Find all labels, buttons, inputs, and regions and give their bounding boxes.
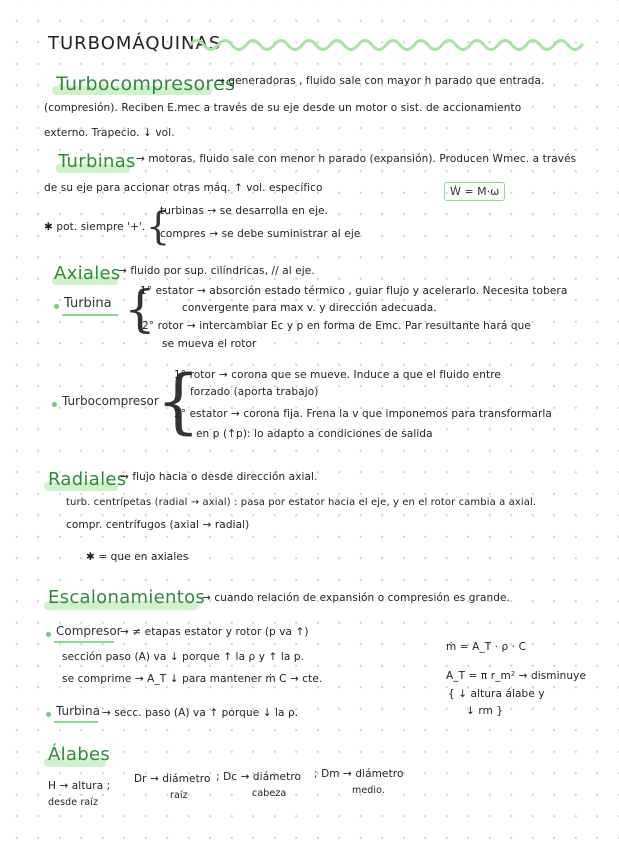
axiales-turbocompresor-1b: forzado (aporta trabajo) [190, 386, 319, 398]
escalonamientos-compresor-3: se comprime → A_T ↓ para mantener ṁ C → cte. [62, 673, 323, 685]
escalonamientos-formula-1: ṁ = A_T · ρ · C [446, 641, 527, 653]
axiales-turbocompresor-1a: 1° rotor → corona que se mueve. Induce a que el fluido entre [174, 369, 501, 381]
underline-decoration [54, 720, 102, 724]
radiales-note: ✱ = que en axiales [86, 551, 189, 563]
turbinas-line-2: de su eje para accionar otras máq. ↑ vol. específico [44, 182, 323, 194]
axiales-turbocompresor-brace: { [156, 360, 201, 442]
heading-radiales: Radiales [48, 469, 127, 490]
alabes-h-1: H → altura ; [48, 780, 111, 792]
axiales-turbina-1b: convergente para max v. y dirección adecuada. [182, 302, 437, 314]
heading-axiales: Axiales [54, 263, 121, 284]
pot-turbinas: turbinas → se desarrolla en eje. [160, 205, 329, 217]
escalonamientos-turbina-1: → secc. paso (A) va ↑ porque ↓ la ρ. [102, 707, 299, 719]
heading-turbinas: Turbinas [58, 151, 136, 172]
heading-alabes: Álabes [48, 744, 111, 765]
escalonamientos-compresor-2: sección paso (A) va ↓ porque ↑ la ρ y ↑ la p. [62, 651, 305, 663]
escalonamientos-compresor-label: Compresor [56, 624, 122, 638]
alabes-dr-2: raíz [170, 790, 188, 801]
escalonamientos-turbina-label: Turbina [56, 704, 100, 718]
alabes-dr-1: Dr → diámetro [134, 773, 211, 785]
escalonamientos-formula-2: A_T = π r_m² → disminuye [446, 670, 587, 682]
axiales-turbocompresor-2a: 2° estator → corona fija. Frena la v que imponemos para transformarla [174, 408, 552, 420]
bullet [46, 632, 51, 637]
page-title: TURBOMÁQUINAS [48, 33, 222, 54]
alabes-h-2: desde raíz [48, 797, 99, 808]
turbinas-line-1: → motoras, fluido sale con menor h parado (expansión). Producen Wmec. a través [136, 153, 577, 165]
axiales-turbina-1a: 1° estator → absorción estado térmico , guiar flujo y acelerarlo. Necesita tobera [140, 285, 568, 297]
bullet [54, 304, 59, 309]
axiales-line-1: → fluido por sup. cilíndricas, // al eje. [118, 265, 315, 277]
axiales-turbina-2a: 2° rotor → intercambiar Ec y p en forma de Emc. Par resultante hará que [142, 320, 531, 332]
turbocompresores-line-1: → generadoras , fluido sale con mayor h parado que entrada. [216, 75, 545, 87]
axiales-turbina-brace: { [124, 280, 156, 338]
power-formula-box: Ẇ = M·ω [444, 182, 505, 201]
axiales-turbina-label: Turbina [64, 296, 112, 311]
escalonamientos-compresor-1: → ≠ etapas estator y rotor (p va ↑) [120, 626, 309, 638]
axiales-turbocompresor-label: Turbocompresor [62, 394, 159, 408]
heading-escalonamientos: Escalonamientos [48, 587, 206, 608]
alabes-dc-2: cabeza [252, 788, 287, 799]
radiales-line-3: compr. centrífugos (axial → radial) [66, 519, 250, 531]
alabes-dm-1: ; Dm → diámetro [314, 768, 404, 780]
radiales-line-1: → flujo hacia o desde dirección axial. [120, 471, 318, 483]
radiales-line-2: turb. centrípetas (radial → axial) : pasa por estator hacia el eje, y en el rotor cambia a axial. [66, 497, 537, 508]
pot-note: ✱ pot. siempre '+'. [44, 221, 146, 233]
turbocompresores-line-3: externo. Trapecio. ↓ vol. [44, 127, 175, 139]
title-wave-decoration [190, 36, 590, 54]
alabes-dc-1: ; Dc → diámetro [216, 771, 302, 783]
bullet [52, 402, 57, 407]
pot-brace: { [146, 204, 171, 248]
axiales-turbocompresor-2b: en p (↑p): lo adapto a condiciones de salida [196, 428, 433, 440]
underline-decoration [54, 640, 118, 644]
escalonamientos-formula-3: { ↓ altura álabe y [448, 688, 545, 700]
pot-compres: compres → se debe suministrar al eje [160, 228, 361, 240]
escalonamientos-formula-4: ↓ rm } [466, 705, 504, 717]
alabes-dm-2: medio. [352, 785, 386, 796]
turbocompresores-line-2: (compresión). Reciben E.mec a través de su eje desde un motor o sist. de accionamiento [44, 102, 522, 114]
heading-turbocompresores: Turbocompresores [56, 73, 236, 95]
escalonamientos-line-1: → cuando relación de expansión o compresión es grande. [202, 592, 510, 604]
bullet [46, 712, 51, 717]
underline-decoration [62, 313, 122, 317]
axiales-turbina-2b: se mueva el rotor [162, 338, 257, 350]
